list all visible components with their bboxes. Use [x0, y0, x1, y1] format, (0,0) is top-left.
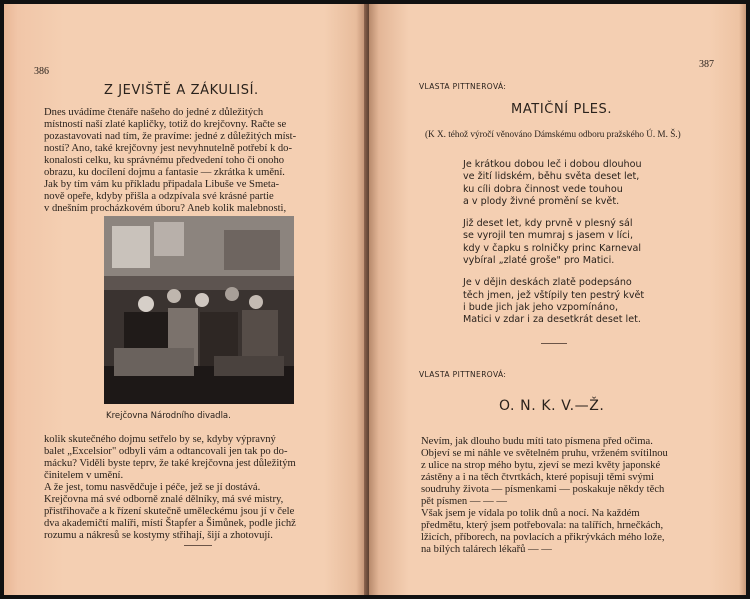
poem-line: Již deset let, kdy prvně v plesný sál — [463, 218, 633, 230]
right-page — [369, 4, 746, 595]
text-line: na bílých talárech lékařů — — — [421, 544, 552, 555]
poem-line: i bude jich jak jeho vzpomínáno, — [463, 301, 619, 313]
poem-line: Je v dějin deskách zlatě podepsáno — [463, 277, 632, 289]
end-rule — [184, 545, 212, 546]
text-line: lžicích, příborech, na povlacích a přikrývkách mého lože, — [421, 532, 665, 543]
text-line: soudruhy života — písmenkami — poskakuje někdy těch — [421, 484, 665, 495]
poem-stanzas — [463, 159, 644, 337]
poem-line: těch jmen, jež vštípily ten pestrý květ — [463, 289, 645, 301]
book-spread — [4, 4, 746, 595]
poem-line: Je krátkou dobou leč i dobou dlouhou — [463, 159, 642, 170]
poem-line: ve žití lidském, běhu světa deset let, — [463, 171, 640, 183]
text-line: mácku? Viděli byste teprv, že také krejčovna jest důležitým — [44, 458, 296, 469]
poem-line: vybíral „zlaté groše" pro Matici. — [463, 255, 615, 267]
prose-title: O. N. K. V.—Ž. — [499, 398, 605, 414]
text-line: pozastavovati nad tím, že pravíme: jedné z důležitých míst- — [44, 131, 297, 142]
text-line: balet „Excelsior" odbyli vám a odtancovali jen tak po do- — [44, 446, 288, 457]
poem-line: kdy v čapku s rolničky princ Karneval — [463, 242, 642, 254]
prose-text — [421, 436, 713, 556]
poem-stanza — [463, 218, 644, 267]
text-line: Však jsem je vídala po tolik dnů a nocí. Na každém — [421, 508, 640, 519]
prose-author: VLASTA PITTNEROVÁ: — [419, 370, 507, 379]
text-line: Objeví se mi náhle ve světelném pruhu, vrženém svítilnou — [421, 448, 668, 459]
text-line: konalosti celku, ku správnému předvedení toho či onoho — [44, 155, 285, 166]
poem-stanza — [463, 277, 644, 326]
article-paragraph-2 — [44, 434, 336, 542]
poem-dedication: (K X. téhož výročí věnováno Dámskému odboru pražského Ú. M. Š.) — [425, 129, 681, 139]
text-line: Dnes uvádíme čtenáře našeho do jedné z důležitých — [44, 107, 264, 118]
text-line: Nevím, jak dlouho budu míti tato písmena před očima. — [421, 436, 653, 447]
text-line: Krejčovna má své odborně znalé dělníky, má své mistry, — [44, 494, 284, 505]
text-line: dva akademičtí malíři, místí Štapfer a Šimůnek, podle jichž — [44, 518, 296, 529]
poem-line: ku cíli dobra činnost vede touhou — [463, 183, 623, 195]
poem-author: VLASTA PITTNEROVÁ: — [419, 82, 507, 91]
text-line: zástěny a i na těch čtvrtkách, které popisuji těmi svými — [421, 472, 654, 483]
photo-caption: Krejčovna Národního divadla. — [106, 411, 231, 421]
text-line: nově opeře, kdyby přišla a odzpívala své krásné partie — [44, 191, 274, 202]
text-line: obrazu, ku docílení dojmu a fantasie — zkrátka k umění. — [44, 167, 285, 178]
text-line: Jak by tím vám ku příkladu připadala Libuše ve Smeta- — [44, 179, 280, 190]
text-line: ností? Ano, také krejčovny jest nevyhnutelně potřebí k do- — [44, 143, 293, 154]
poem-stanza — [463, 159, 644, 208]
article-paragraph-1 — [44, 107, 336, 215]
text-line: pět písmen — — — — [421, 496, 507, 507]
poem-line: Matici v zdar i za desetkrát deset let. — [463, 314, 641, 326]
text-line: kolik skutečného dojmu setřelo by se, kdyby výpravný — [44, 434, 276, 445]
text-line: činitelem v umění. — [44, 470, 124, 481]
page-number-right: 387 — [699, 59, 714, 70]
text-line: místností naší zlaté kapličky, totiž do krejčovny. Račte se — [44, 119, 287, 130]
article-title: Z JEVIŠTĚ A ZÁKULISÍ. — [104, 83, 259, 98]
text-line: rozumu a nákresů se kostymy střihají, šijí a zhotovují. — [44, 530, 273, 541]
text-line: z ulice na strop mého bytu, zjeví se mezi květy japonské — [421, 460, 661, 471]
text-line: přistřihovače a k řízení skutečně uměleckému jsou jí v čele — [44, 506, 295, 517]
workshop-photo — [104, 216, 294, 404]
left-page — [4, 4, 367, 595]
text-line: v dnešním procházkovém úboru? Aneb kolik malebnosti, — [44, 203, 287, 214]
text-line: předmětu, který jsem potřebovala: na talířích, hrnečkách, — [421, 520, 664, 531]
poem-line: se vyrojil ten mumraj s jasem v líci, — [463, 230, 633, 242]
poem-line: a v plody živné promění se květ. — [463, 195, 620, 207]
text-line: A že jest, tomu nasvědčuje i péče, jež se jí dostává. — [44, 482, 261, 493]
poem-title: MATIČNÍ PLES. — [511, 102, 613, 117]
section-rule — [541, 343, 567, 344]
page-number-left: 386 — [34, 66, 49, 77]
